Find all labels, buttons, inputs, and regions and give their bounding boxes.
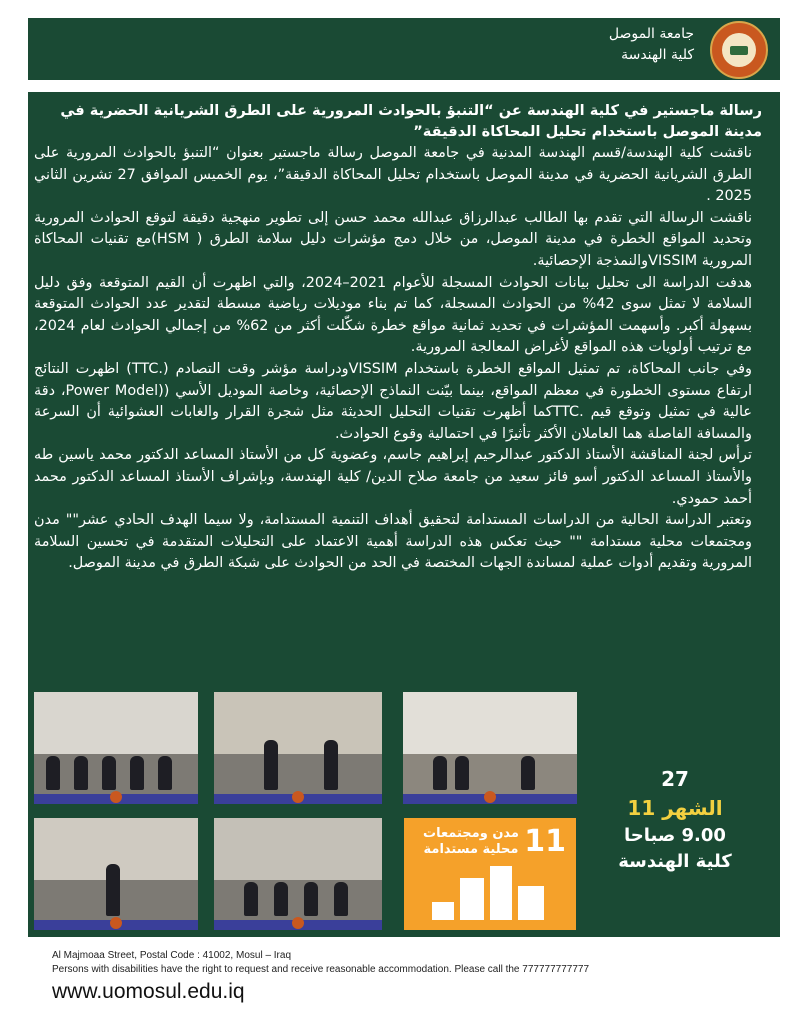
event-time: 9.00 صباحا bbox=[624, 825, 726, 846]
sdg-text: مدن ومجتمعات محلية مستدامة bbox=[423, 826, 519, 857]
paragraph: هدفت الدراسة الى تحليل بيانات الحوادث المسجلة للأعوام 2021–2024، والتي اظهرت أن القيم المتوقعة وفق دليل السلامة لا تمثل سوى 42% من الحوادث المسجلة، كما تم بناء موديلات رياضية مبسطة لتقدير عدد الحوادث المتوقعة بسهولة أكبر. وأسهمت المؤشرات في تحديد ثمانية مواقع خطرة شكّلت أكثر من 62% من إجمالي الحوادث لعام 2024، مع ترتيب أولويات هذه المواقع لأغراض المعالجة المرورية. bbox=[34, 274, 752, 356]
paragraph: وتعتبر الدراسة الحالية من الدراسات المستدامة لتحقيق أهداف التنمية المستدامة، ولا سيما الهدف الحادي عشر"" مدن ومجتمعات محلية مستدامة "" حيث تعكس هذه الدراسة أهمية الاعتماد على التحليلات المتقدمة في تحسين السلامة المرورية وتقديم أدوات عملية لمساندة الجهات المختصة في الحد من الحوادث على شبكة الطرق في مدينة الموصل. bbox=[34, 512, 752, 572]
paragraph: ناقشت كلية الهندسة/قسم الهندسة المدنية في جامعة الموصل رسالة ماجستير بعنوان “التنبؤ بالحوادث المرورية على الطرق الشريانية الحضرية في مدينة الموصل باستخدام تحليل المحاكاة الدقيقة”، يوم الخميس الموافق 27 تشرين الثاني 2025 . bbox=[34, 145, 752, 205]
sdg-11-badge bbox=[404, 818, 576, 930]
photo-committee bbox=[34, 692, 198, 804]
article-title: رسالة ماجستير في كلية الهندسة عن “التنبؤ بالحوادث المرورية على الطرق الشريانية الحضرية في مدينة الموصل باستخدام تحليل المحاكاة الدقيقة” bbox=[60, 102, 762, 140]
event-day: 27 bbox=[661, 767, 689, 791]
university-seal-icon bbox=[710, 21, 768, 79]
article-body bbox=[34, 143, 752, 575]
header-bar bbox=[28, 18, 780, 80]
footer-website-link[interactable]: www.uomosul.edu.iq bbox=[52, 980, 245, 1003]
sdg-number: 11 bbox=[524, 824, 566, 859]
photo-student bbox=[34, 818, 198, 930]
university-name: جامعة الموصل bbox=[608, 26, 694, 42]
photo-panel bbox=[214, 818, 382, 930]
photo-presentation bbox=[214, 692, 382, 804]
college-name: كلية الهندسة bbox=[621, 47, 694, 63]
paragraph: وفي جانب المحاكاة، تم تمثيل المواقع الخطرة باستخدام VISSIMودراسة مؤشر وقت التصادم (.TTC) اظهرت النتائج ارتفاع مستوى الخطورة في معظم المواقع، بينما بيّنت النماذج الإحصائية، وخاصة الموديل الأسي ((Power Model، دقة عالية في تمثيل وتوقع قيم .TTCكما أظهرت تقنيات التحليل الحديثة مثل شجرة القرار والغابات العشوائية أن السرعة والمسافة الفاصلة هما العاملان الأكثر تأثيرًا في احتمالية وقوع الحوادث. bbox=[34, 360, 753, 442]
photo-audience bbox=[403, 692, 577, 804]
footer-address: Al Majmoaa Street, Postal Code : 41002, Mosul – Iraq bbox=[52, 950, 292, 961]
event-month: الشهر 11 bbox=[627, 796, 723, 820]
header-text bbox=[609, 24, 694, 66]
footer-accessibility-note: Persons with disabilities have the right to request and receive reasonable accommodation. Please call the 777777777777 bbox=[52, 964, 590, 975]
event-place: كلية الهندسة bbox=[618, 851, 732, 872]
event-info bbox=[590, 765, 760, 875]
paragraph: ترأس لجنة المناقشة الأستاذ الدكتور عبدالرحيم إبراهيم جاسم، وعضوية كل من الأستاذ المساعد الدكتور محمد ياسين طه والأستاذ المساعد الدكتور أسو فائز سعيد من جامعة صلاح الدين/ كلية الهندسة، وبإشراف الأستاذ المساعد الدكتور محمد أحمد حمودي. bbox=[34, 447, 752, 507]
paragraph: ناقشت الرسالة التي تقدم بها الطالب عبدالرزاق عبدالله محمد حسن إلى تطوير منهجية دقيقة لتوقع الحوادث المرورية وتحديد المواقع الخطرة في مدينة الموصل، من خلال دمج مؤشرات دليل سلامة الطرق ( HSM)مع تقنيات المحاكاة المرورية VISSIMوالنمذجة الإحصائية. bbox=[34, 209, 753, 269]
